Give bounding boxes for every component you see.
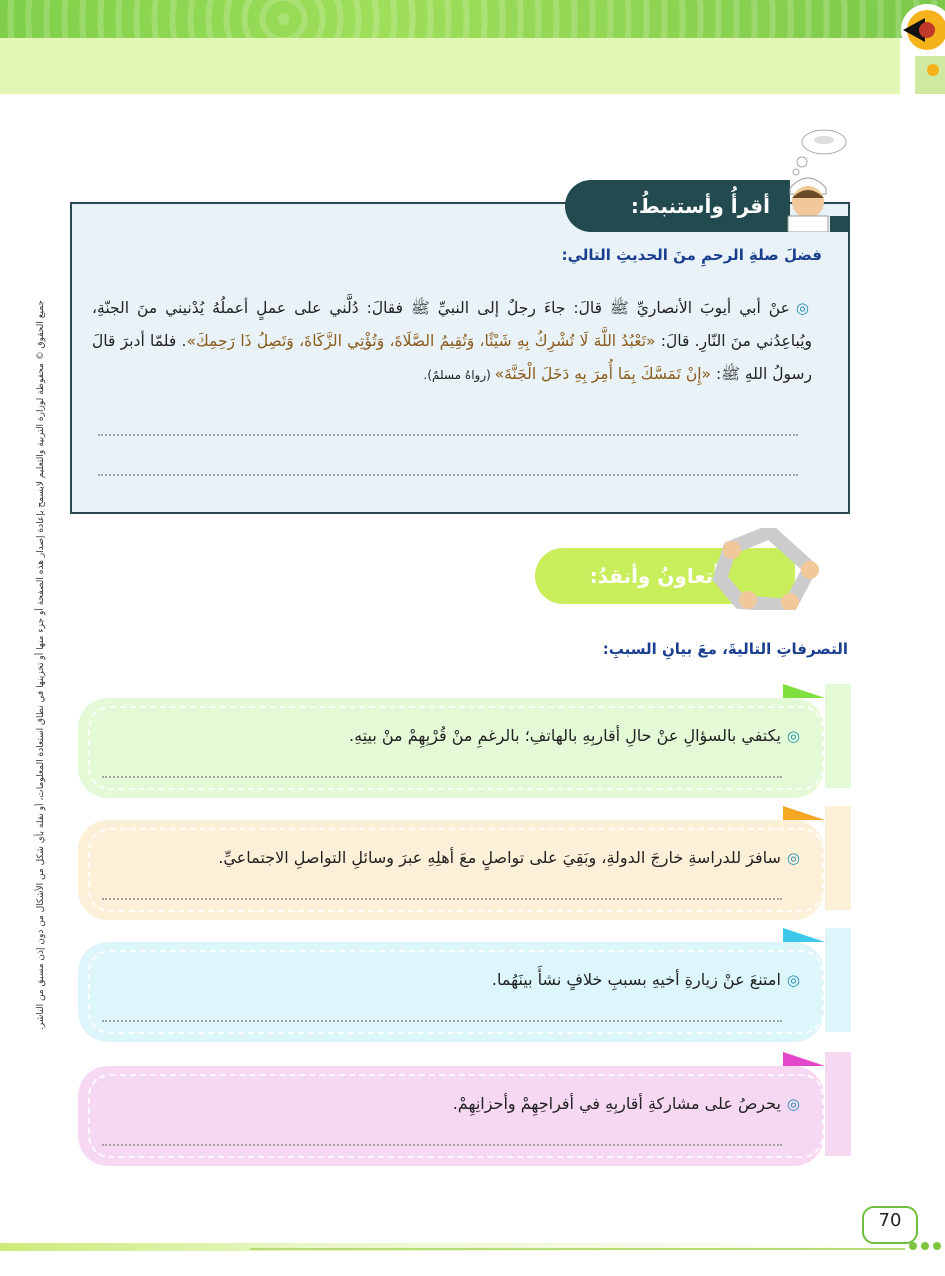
boy-avatar-icon	[768, 128, 850, 232]
hadith-quote: «تَعْبُدُ اللَّهَ لَا تُشْرِكُ بِهِ شَيْئًا، وَتُقِيمُ الصَّلَاةَ، وَتُؤْتِي الزَّكَاةَ، وَتَصِلُ ذَا رَحِمِكَ»	[186, 332, 656, 350]
behavior-statement: امتنعَ عنْ زيارةِ أخيهِ بسببِ خلافٍ نشأَ بينَهُما.	[491, 970, 781, 989]
flower-badge-icon	[885, 0, 945, 94]
hadith-mid: . فلمّا أدبرَ قالَ رسولُ اللهِ ﷺ:	[92, 332, 812, 383]
behavior-card	[78, 698, 824, 798]
behavior-card	[78, 942, 824, 1042]
behavior-text	[100, 970, 800, 989]
top-banner	[0, 0, 945, 38]
answer-line[interactable]	[98, 434, 798, 436]
flag-icon	[783, 806, 825, 820]
flag-icon	[783, 1052, 825, 1066]
answer-line[interactable]	[102, 1144, 782, 1146]
bullet-icon: ◎	[786, 1095, 800, 1113]
card-side-strip	[825, 928, 851, 1032]
page-number: 70	[878, 1210, 902, 1231]
flag-icon	[783, 684, 825, 698]
copyright-sidebar	[36, 300, 50, 1030]
card-side-strip	[825, 806, 851, 910]
coop-prompt: التصرفاتِ التاليةَ، معَ بيانِ السببِ:	[602, 640, 848, 658]
answer-line[interactable]	[102, 776, 782, 778]
behavior-text	[100, 726, 800, 745]
header-strip	[0, 38, 900, 94]
read-heading: أقرأُ وأستنبطُ:	[630, 194, 770, 218]
footer-rule	[250, 1248, 905, 1250]
card-side-strip	[825, 684, 851, 788]
bullet-icon: ◎	[795, 299, 812, 317]
bullet-icon: ◎	[786, 971, 800, 989]
linked-hands-icon	[710, 528, 832, 610]
hadith-source: (رواهُ مسلمٌ).	[423, 368, 495, 382]
answer-line[interactable]	[102, 1020, 782, 1022]
coop-heading: أتعاونُ وأنقدُ:	[589, 564, 720, 588]
bullet-icon: ◎	[786, 727, 800, 745]
flag-icon	[783, 928, 825, 942]
bullet-icon: ◎	[786, 849, 800, 867]
read-prompt: فضلَ صلةِ الرحمِ منَ الحديثِ التالي:	[561, 246, 822, 264]
behavior-text	[100, 1094, 800, 1113]
behavior-statement: يكتفي بالسؤالِ عنْ حالِ أقاربِهِ بالهاتفِ؛ بالرغمِ منْ قُرْبِهِمْ منْ بيتِهِ.	[349, 726, 781, 745]
behavior-text	[100, 848, 800, 867]
card-side-strip	[825, 1052, 851, 1156]
dots-ornament-icon	[905, 1240, 945, 1252]
answer-line[interactable]	[98, 474, 798, 476]
hadith-quote: «إِنْ تَمَسَّكَ بِمَا أُمِرَ بِهِ دَخَلَ الْجَنَّةَ»	[494, 365, 712, 383]
hadith-paragraph	[92, 292, 812, 392]
answer-line[interactable]	[102, 898, 782, 900]
behavior-card	[78, 820, 824, 920]
behavior-card	[78, 1066, 824, 1166]
behavior-statement: سافرَ للدراسةِ خارجَ الدولةِ، وبَقِيَ على تواصلٍ معَ أهلِهِ عبرَ وسائلِ التواصلِ الاجتماعيِّ.	[218, 848, 781, 867]
hadith-intro: عنْ أبي أيوبَ الأنصاريِّ ﷺ قالَ: جاءَ رجلٌ إلى النبيِّ ﷺ فقالَ: دُلَّني على عملٍ أعملُهُ يُدْنيني منَ الجنّةِ، ويُباعِدُني منَ النّارِ. قالَ:	[92, 299, 813, 350]
behavior-statement: يحرصُ على مشاركةِ أقاربِهِ في أفراحِهِمْ وأحزانِهِمْ.	[452, 1094, 781, 1113]
copyright-text: جميع الحقوق © محفوظة لوزارة التربية والتعليم لايسمح بإعادة إصدار هذه الصفحة أو جزء منها أو تخزينها في نطاق استعادة المعلومات، أو نقله بأي شكل من الأشكال من دون إذن مسبق من الناشر.	[36, 300, 46, 1030]
